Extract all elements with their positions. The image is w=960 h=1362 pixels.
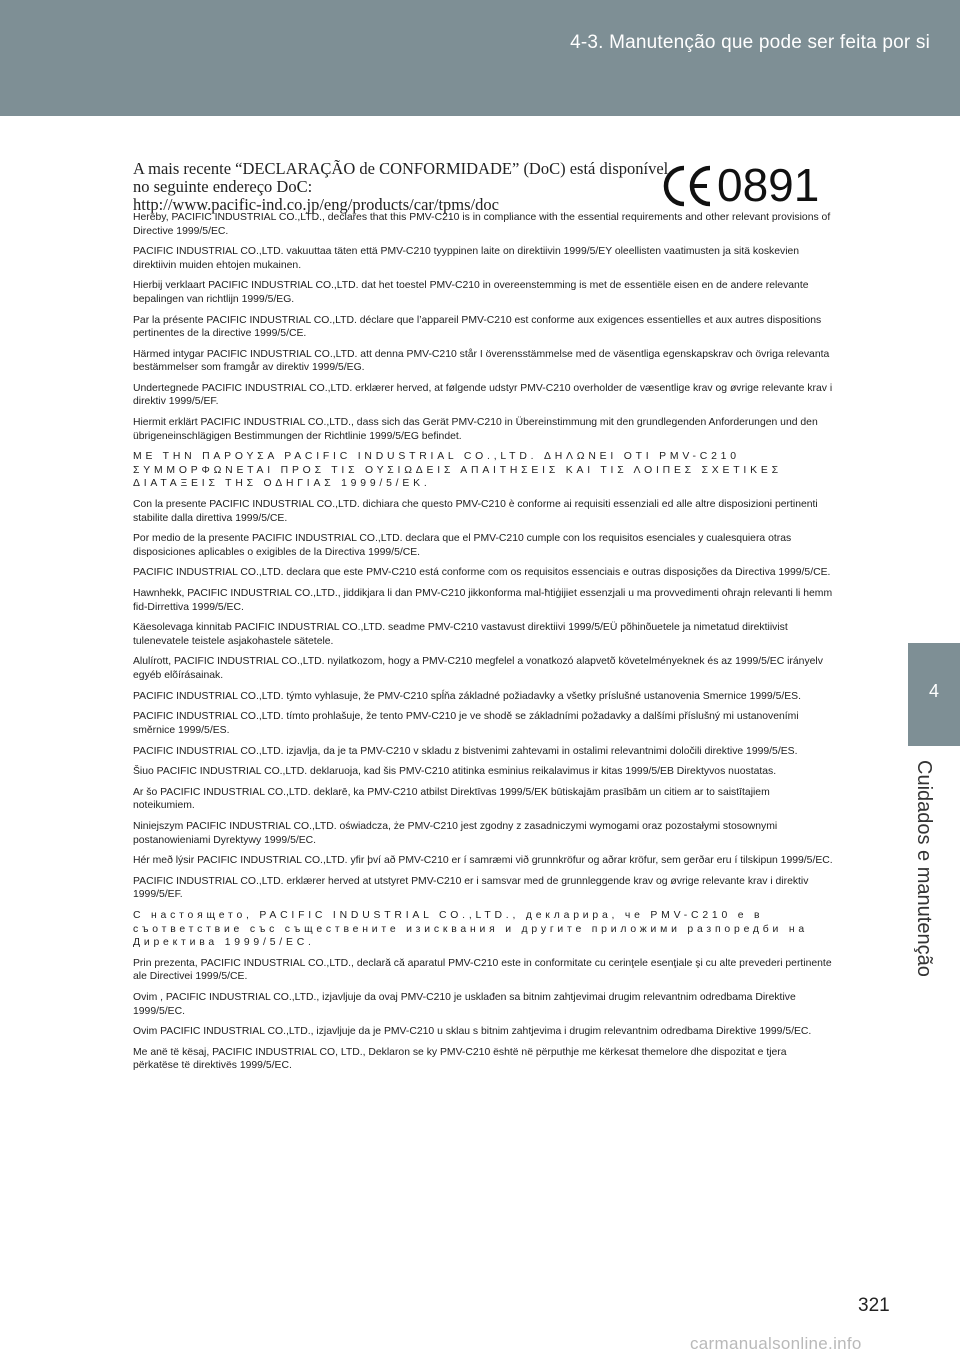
declaration-sl: PACIFIC INDUSTRIAL CO.,LTD. izjavlja, da je ta PMV-C210 v skladu z bistvenimi zahtevami in ostalimi relevantnimi določili direktive 1999/5/ES. [133,745,798,757]
declaration-is: Hér með lýsir PACIFIC INDUSTRIAL CO.,LTD. yfir því að PMV-C210 er í samræmi við grunnkröfur og aðrar kröfur, sem gerðar eru í tilskipun 1999/5/EC. [133,855,833,867]
declaration-sk: PACIFIC INDUSTRIAL CO.,LTD. týmto vyhlasuje, že PMV-C210 spĺňa základné požiadavky a všetky príslušné ustanovenia Smernice 1999/5/ES. [133,690,801,702]
declaration-en: Hereby, PACIFIC INDUSTRIAL CO.,LTD., declares that this PMV-C210 is in compliance with the essential requirements and other relevant provisions of Directive 1999/5/EC. [133,212,831,237]
doc-intro [133,159,669,214]
chapter-number: 4 [928,681,939,701]
declaration-fr: Par la présente PACIFIC INDUSTRIAL CO.,LTD. déclare que l’appareil PMV-C210 est conforme aux exigences essentielles et aux autres dispositions pertinentes de la directive 1999/5/CE. [133,314,822,340]
doc-intro-line: no seguinte endereço DoC: [133,177,313,196]
declaration-fi: PACIFIC INDUSTRIAL CO.,LTD. vakuuttaa täten että PMV-C210 tyyppinen laite on direktiivin 1999/5/EY oleellisten vaatimusten ja sitä koskevien direktiivin muiden ehtojen mukainen. [133,246,800,271]
declaration-mt: Hawnhekk, PACIFIC INDUSTRIAL CO.,LTD., jiddikjara li dan PMV-C210 jikkonforma mal-ħtiġijiet essenzjali u ma provvedimenti oħrajn relevanti li hemm fid-Dirrettiva 1999/5/EC. [133,588,833,613]
declarations-list [133,211,833,1080]
ce-logo-icon [661,162,715,210]
declaration-sv: Härmed intygar PACIFIC INDUSTRIAL CO.,LTD. att denna PMV-C210 står I överensstämmelse med de väsentliga egenskapskrav och övriga relevanta bestämmelser som framgår av direktiv 1999/5/EG. [133,348,830,374]
declaration-lt: Šiuo PACIFIC INDUSTRIAL CO.,LTD. deklaruoja, kad šis PMV-C210 atitinka esminius reikalavimus ir kitas 1999/5/EB Direktyvos nuostatas. [133,766,777,778]
declaration-et: Käesolevaga kinnitab PACIFIC INDUSTRIAL CO.,LTD. seadme PMV-C210 vastavust direktiivi 1999/5/EÜ põhinõuetele ja nimetatud direktiivist tulenevatele teistele asjakohastele sätetele. [133,622,788,647]
notified-body-number: 0891 [717,159,820,211]
declaration-lv: Ar šo PACIFIC INDUSTRIAL CO.,LTD. deklarē, ka PMV-C210 atbilst Direktīvas 1999/5/EK būtiskajām prasībām un citiem ar to saistītajiem noteikumiem. [133,786,770,812]
declaration-sr: Ovim , PACIFIC INDUSTRIAL CO.,LTD., izjavljuje da ovaj PMV-C210 je usklađen sa bitnim zahtjevimai drugim relevantnim odredbama Direktive 1999/5/EC. [133,992,796,1017]
declaration-no: PACIFIC INDUSTRIAL CO.,LTD. erklærer herved at utstyret PMV-C210 er i samsvar med de grunnleggende krav og øvrige relevante krav i direktiv 1999/5/EF. [133,875,809,901]
declaration-pt: PACIFIC INDUSTRIAL CO.,LTD. declara que este PMV-C210 está conforme com os requisitos essenciais e outras disposições da Directiva 1999/5/CE. [133,567,831,579]
doc-intro-line: A mais recente “DECLARAÇÃO de CONFORMIDADE” (DoC) está disponível [133,159,669,178]
declaration-nl: Hierbij verklaart PACIFIC INDUSTRIAL CO.,LTD. dat het toestel PMV-C210 in overeenstemming is met de essentiële eisen en de andere relevante bepalingen van richtlijn 1999/5/EG. [133,280,809,305]
declaration-de: Hiermit erklärt PACIFIC INDUSTRIAL CO.,LTD., dass sich das Gerät PMV-C210 in Übereinstimmung mit den grundlegenden Anforderungen und den übrigeneinschlägigen Bestimmungen der Richtlinie 1999/5/EG befindet. [133,417,818,442]
declaration-ro: Prin prezenta, PACIFIC INDUSTRIAL CO.,LTD., declară că aparatul PMV-C210 este in conformitate cu cerinţele esenţiale şi cu alte prevederi pertinente ale Directivei 1999/5/CE. [133,957,832,983]
declaration-da: Undertegnede PACIFIC INDUSTRIAL CO.,LTD. erklærer herved, at følgende udstyr PMV-C210 overholder de væsentlige krav og øvrige relevante krav i direktiv 1999/5/EF. [133,382,833,408]
section-title: 4-3. Manutenção que pode ser feita por si [570,32,930,53]
declaration-el: ΜΕ ΤΗΝ ΠΑΡΟΥΣΑ PACIFIC INDUSTRIAL CO.,LTD. ΔΗΛΩΝΕΙ ΟΤΙ PMV-C210 ΣΥΜΜΟΡΦΩΝΕΤΑΙ ΠΡΟΣ ΤΙΣ ΟΥΣΙΩΔΕΙΣ ΑΠΑΙΤΗΣΕΙΣ ΚΑΙ ΤΙΣ ΛΟΙΠΕΣ ΣΧΕΤΙΚΕΣ ΔΙΑΤΑΞΕΙΣ ΤΗΣ ΟΔΗΓΙΑΣ 1999/5/ΕΚ. [133,451,782,490]
declaration-sq: Me anë të kësaj, PACIFIC INDUSTRIAL CO, LTD., Deklaron se ky PMV-C210 është në përputhje me kërkesat themelore dhe dispozitat e tjera përkatëse të direktivës 1999/5/EC. [133,1046,787,1072]
header-band [0,0,960,116]
page-number: 321 [858,1295,890,1316]
declaration-hr: Ovim PACIFIC INDUSTRIAL CO.,LTD., izjavljuje da je PMV-C210 u sklau s bitnim zahtjevima i drugim relevantnim odredbama Direktive 1999/5/EC. [133,1026,812,1038]
declaration-es: Por medio de la presente PACIFIC INDUSTRIAL CO.,LTD. declara que el PMV-C210 cumple con los requisitos esenciales y cualesquiera otras disposiciones aplicables o exigibles de la Directiva 1999/5/CE. [133,533,792,558]
declaration-it: Con la presente PACIFIC INDUSTRIAL CO.,LTD. dichiara che questo PMV-C210 è conforme ai requisiti essenziali ed alle altre disposizioni pertinenti stabilite dalla direttiva 1999/5/CE. [133,499,818,524]
declaration-bg: С настоящето, PACIFIC INDUSTRIAL CO.,LTD., декларира, че PMV-C210 е в съответствие със съществените изисквания и другите приложими разпоредби на Директива 1999/5/ЕС. [133,910,808,949]
declaration-hu: Alulírott, PACIFIC INDUSTRIAL CO.,LTD. nyilatkozom, hogy a PMV-C210 megfelel a vonatkozó alapvetõ követelményeknek és az 1999/5/EC irányelv egyéb elõírásainak. [133,656,823,681]
doc-url: http://www.pacific-ind.co.jp/eng/products/car/tpms/doc [133,195,499,214]
chapter-label: Cuidados e manutenção [913,760,935,977]
watermark: carmanualsonline.info [690,1334,862,1353]
declaration-cs: PACIFIC INDUSTRIAL CO.,LTD. tímto prohlašuje, že tento PMV-C210 je ve shodě se základními požadavky a dalšími příslušný mi ustanoveními směrnice 1999/5/ES. [133,711,799,736]
declaration-pl: Niniejszym PACIFIC INDUSTRIAL CO.,LTD. oświadcza, że PMV-C210 jest zgodny z zasadniczymi wymogami oraz pozostałymi stosownymi postanowieniami Dyrektywy 1999/5/EC. [133,821,778,846]
chapter-tab[interactable] [908,643,960,746]
ce-mark [661,159,821,212]
